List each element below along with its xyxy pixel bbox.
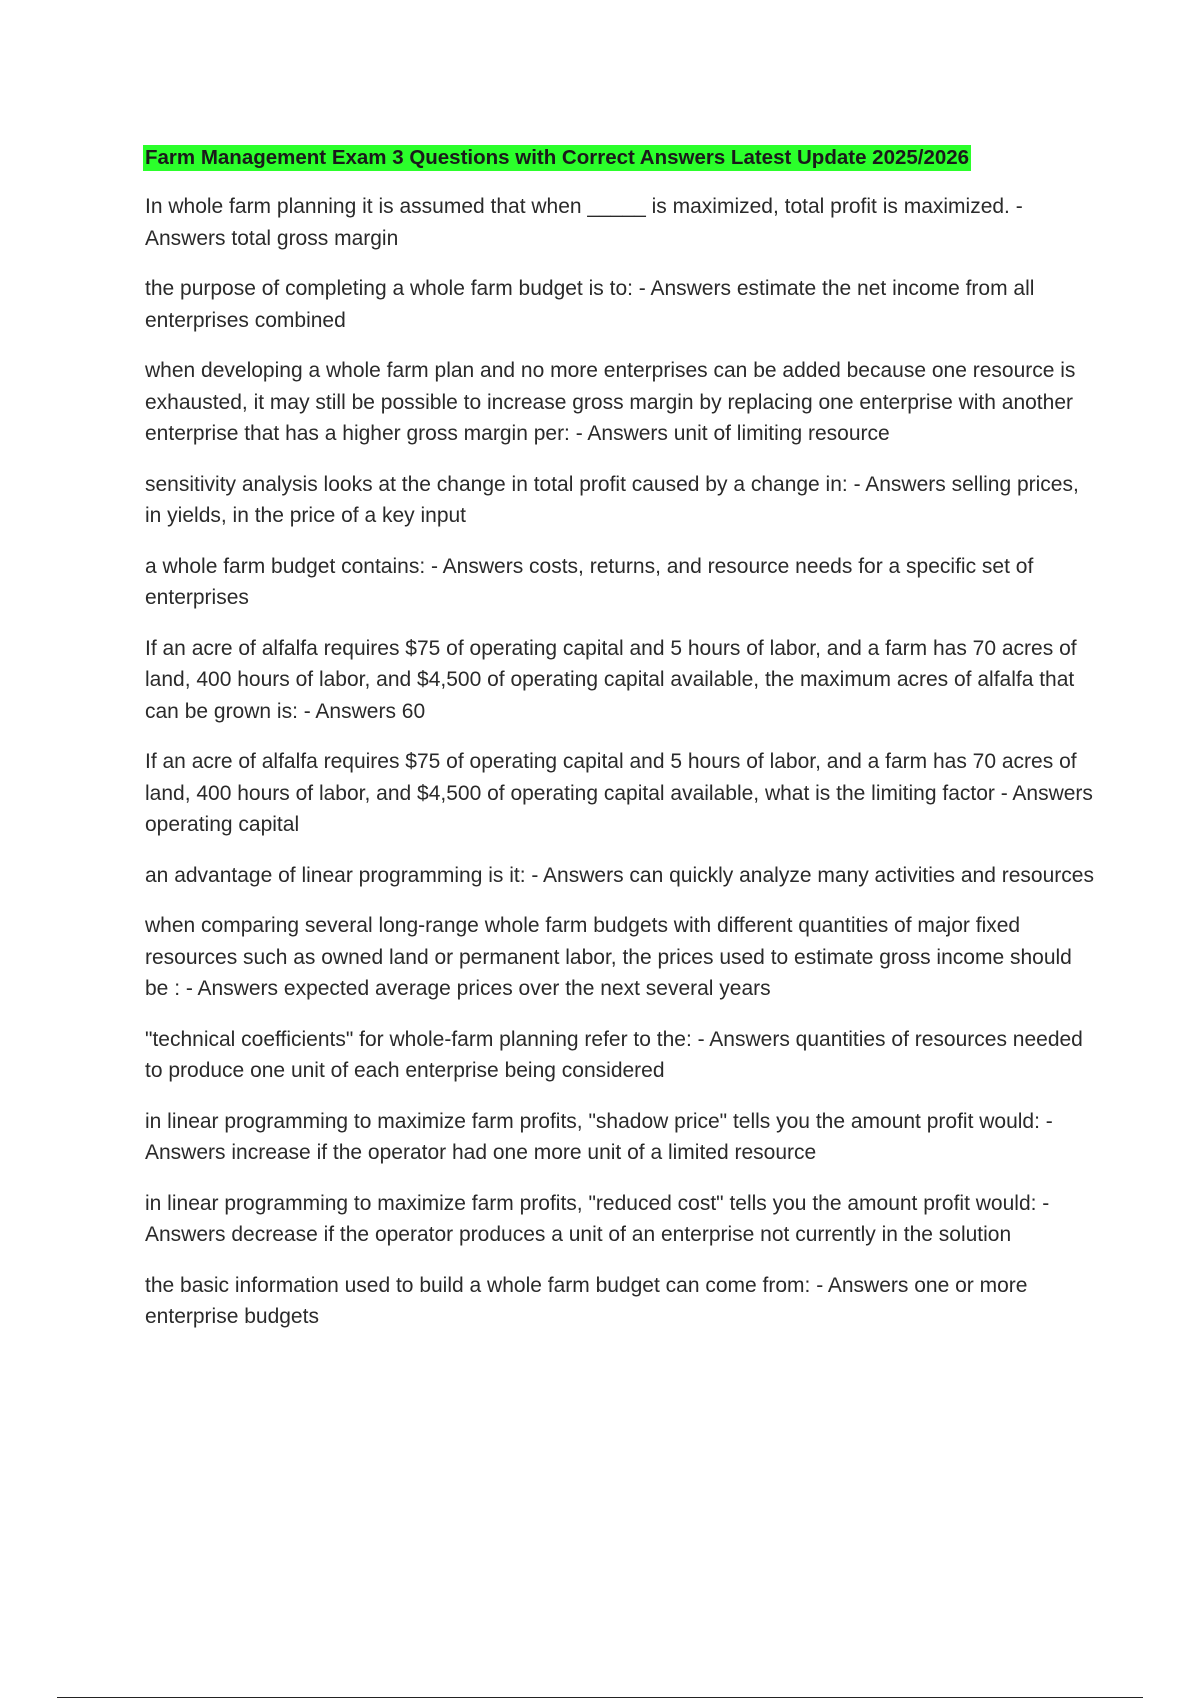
document-title: Farm Management Exam 3 Questions with Correct Answers Latest Update 2025/2026 <box>145 146 970 169</box>
qa-item: If an acre of alfalfa requires $75 of operating capital and 5 hours of labor, and a farm has 70 acres of land, 400 hours of labor, and $4,500 of operating capital available, the maximum acres of alfalfa that can be grown is: - Answers 60 <box>145 636 1077 723</box>
qa-item: when comparing several long-range whole farm budgets with different quantities of major fixed resources such as owned land or permanent labor, the prices used to estimate gross income should be : - Answers expected average prices over the next several years <box>145 914 1072 1000</box>
qa-item: in linear programming to maximize farm profits, "reduced cost" tells you the amount profit would: - Answers decrease if the operator produces a unit of an enterprise not currently in the solution <box>145 1191 1050 1246</box>
footer-divider <box>57 1697 1143 1698</box>
document-page <box>145 145 1095 1352</box>
qa-item: the purpose of completing a whole farm budget is to: - Answers estimate the net income from all enterprises combined <box>145 277 1035 332</box>
qa-item: in linear programming to maximize farm profits, "shadow price" tells you the amount profit would: - Answers increase if the operator had one more unit of a limited resource <box>145 1109 1053 1164</box>
qa-item: In whole farm planning it is assumed that when _____ is maximized, total profit is maximized. - Answers total gross margin <box>145 195 1023 250</box>
qa-item: the basic information used to build a whole farm budget can come from: - Answers one or more enterprise budgets <box>145 1273 1028 1328</box>
qa-item: If an acre of alfalfa requires $75 of operating capital and 5 hours of labor, and a farm has 70 acres of land, 400 hours of labor, and $4,500 of operating capital available, what is the limiting factor - Answers operating capital <box>145 750 1093 836</box>
qa-item: "technical coefficients" for whole-farm planning refer to the: - Answers quantities of resources needed to produce one unit of each enterprise being considered <box>145 1027 1083 1082</box>
qa-item: a whole farm budget contains: - Answers costs, returns, and resource needs for a specific set of enterprises <box>145 554 1034 609</box>
qa-item: an advantage of linear programming is it: - Answers can quickly analyze many activities and resources <box>145 863 1094 887</box>
qa-item: sensitivity analysis looks at the change in total profit caused by a change in: - Answers selling prices, in yields, in the price of a key input <box>145 472 1079 527</box>
qa-item: when developing a whole farm plan and no more enterprises can be added because one resource is exhausted, it may still be possible to increase gross margin by replacing one enterprise with another enterprise that has a higher gross margin per: - Answers unit of limiting resource <box>145 359 1076 445</box>
